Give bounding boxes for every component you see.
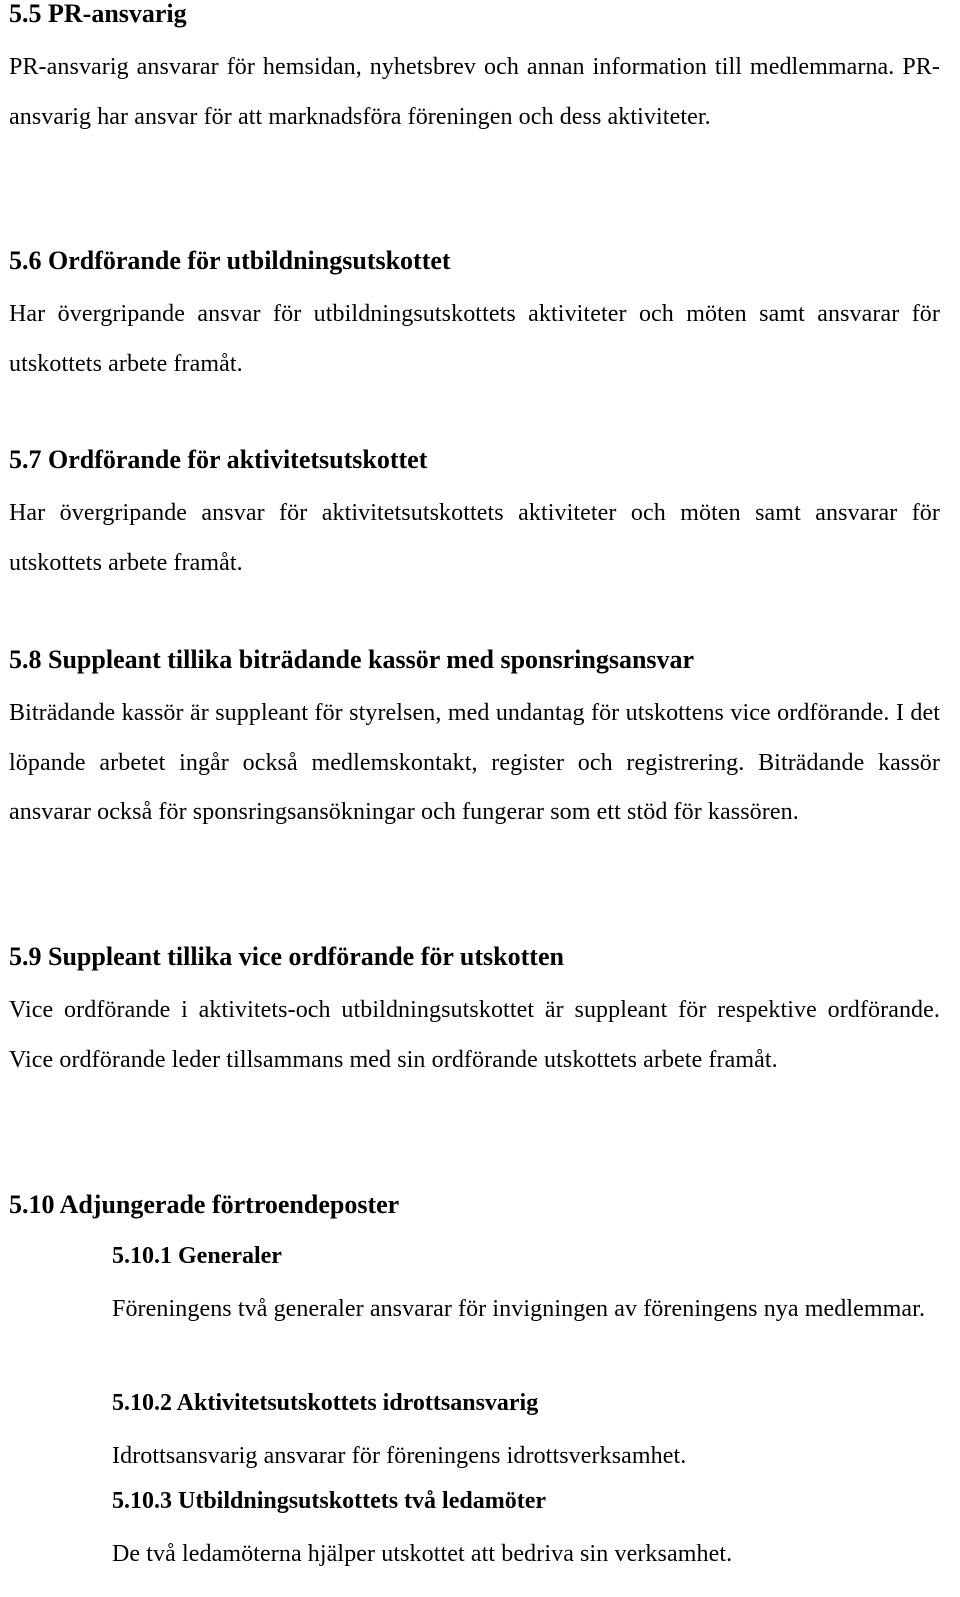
section-text: Vice ordförande i aktivitets-och utbildningsutskottet är suppleant för respektive ordförande. Vice ordförande leder tillsammans med sin ordförande utskottets arbete framåt. bbox=[9, 997, 940, 1073]
subsection-heading: 5.10.1 Generaler bbox=[112, 1243, 282, 1269]
section-text: PR-ansvarig ansvarar för hemsidan, nyhetsbrev och annan information till medlemmarna. PR-ansvarig har ansvar för att marknadsföra föreningen och dess aktiviteter. bbox=[9, 54, 940, 130]
section-heading: 5.8 Suppleant tillika biträdande kassör med sponsringsansvar bbox=[9, 645, 695, 674]
section-text: Har övergripande ansvar för aktivitetsutskottets aktiviteter och möten samt ansvarar för utskottets arbete framåt. bbox=[9, 500, 940, 576]
subsection-text: Idrottsansvarig ansvarar för föreningens idrottsverksamhet. bbox=[112, 1443, 687, 1469]
section-5-6 bbox=[9, 246, 940, 389]
section-heading: 5.5 PR-ansvarig bbox=[9, 0, 187, 28]
section-5-5 bbox=[9, 0, 940, 142]
subsection-text: De två ledamöterna hjälper utskottet att bedriva sin verksamhet. bbox=[112, 1541, 733, 1567]
section-text: Har övergripande ansvar för utbildningsutskottets aktiviteter och möten samt ansvarar för utskottets arbete framåt. bbox=[9, 301, 940, 377]
subsection-heading: 5.10.3 Utbildningsutskottets två ledamöter bbox=[112, 1488, 547, 1514]
subsection-heading: 5.10.2 Aktivitetsutskottets idrottsansvarig bbox=[112, 1390, 539, 1416]
subsection-5-10-2 bbox=[112, 1388, 940, 1482]
section-heading: 5.10 Adjungerade förtroendeposter bbox=[9, 1190, 400, 1219]
section-heading: 5.7 Ordförande för aktivitetsutskottet bbox=[9, 445, 428, 474]
section-heading: 5.9 Suppleant tillika vice ordförande för utskotten bbox=[9, 942, 564, 971]
section-5-7 bbox=[9, 445, 940, 588]
section-heading: 5.6 Ordförande för utbildningsutskottet bbox=[9, 246, 451, 275]
section-5-8 bbox=[9, 645, 940, 838]
section-5-10 bbox=[9, 1190, 940, 1220]
section-text: Biträdande kassör är suppleant för styrelsen, med undantag för utskottens vice ordförande. I det löpande arbetet ingår också medlemskontakt, register och registrering. Biträdande kassör ansvarar också för sponsringsansökningar och fungerar som ett stöd för kassören. bbox=[9, 700, 940, 825]
subsection-5-10-1 bbox=[112, 1241, 940, 1335]
subsection-text: Föreningens två generaler ansvarar för invigningen av föreningens nya medlemmar. bbox=[112, 1296, 926, 1322]
subsection-5-10-3 bbox=[112, 1486, 940, 1580]
section-5-9 bbox=[9, 942, 940, 1085]
